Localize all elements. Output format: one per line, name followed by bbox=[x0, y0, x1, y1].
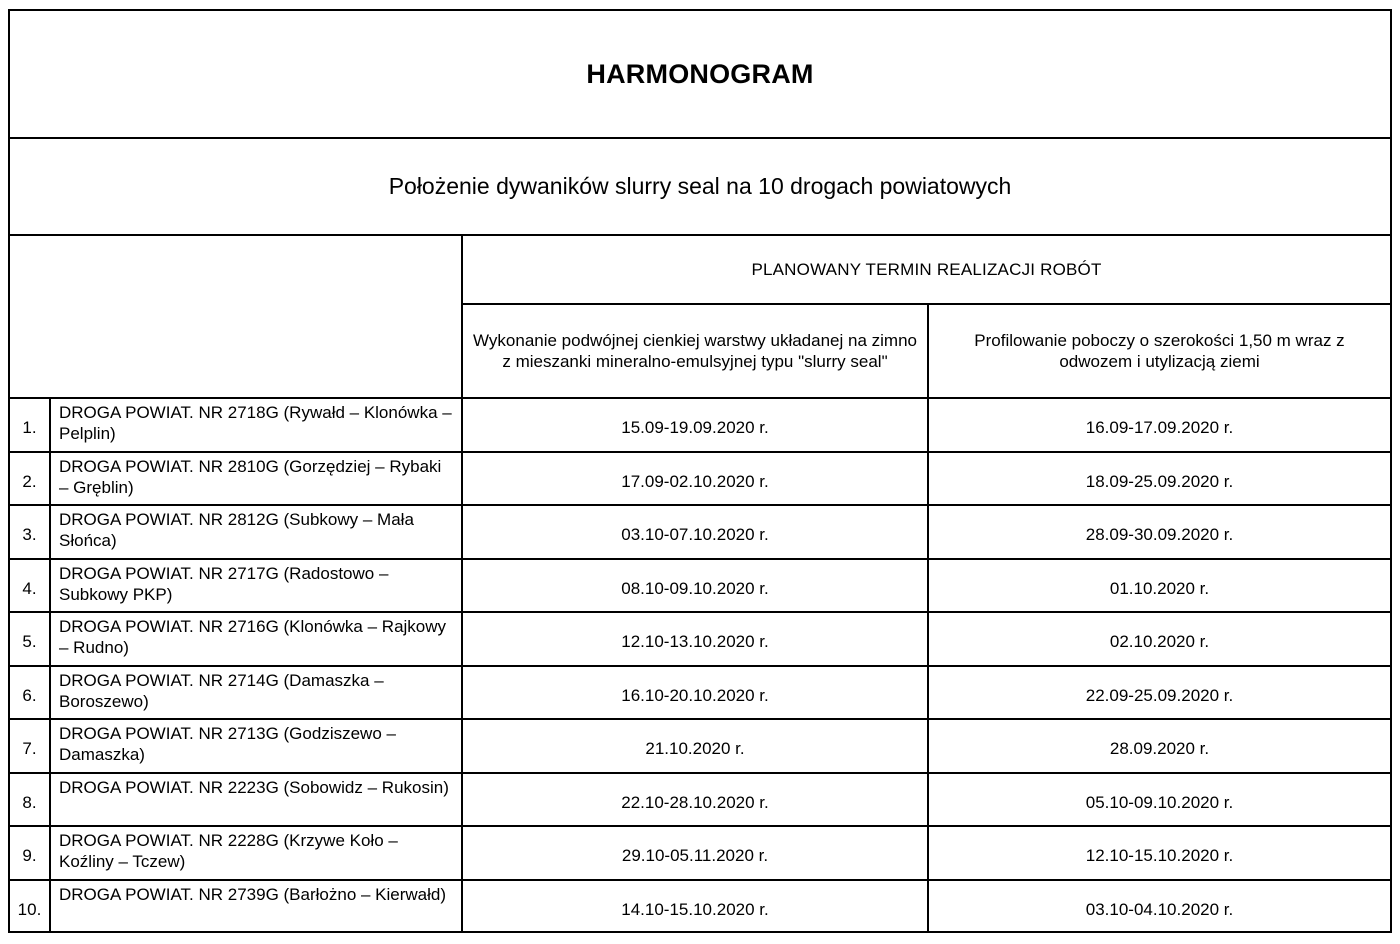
slurry-date: 12.10-13.10.2020 r. bbox=[621, 632, 769, 652]
slurry-date: 22.10-28.10.2020 r. bbox=[621, 792, 769, 812]
slurry-date: 16.10-20.10.2020 r. bbox=[621, 685, 769, 705]
slurry-date: 15.09-19.09.2020 r. bbox=[621, 418, 769, 438]
shoulder-date: 28.09.2020 r. bbox=[1109, 739, 1210, 759]
table-row bbox=[10, 505, 1390, 559]
shoulder-date: 05.10-09.10.2020 r. bbox=[1085, 792, 1234, 812]
road-name-cell bbox=[50, 719, 462, 773]
group-header-row bbox=[10, 236, 1390, 304]
row-number: 8. bbox=[22, 792, 37, 812]
slurry-date-cell bbox=[462, 880, 928, 934]
road-name: DROGA POWIAT. NR 2223G (Sobowidz – Rukosin) bbox=[59, 777, 449, 797]
column-a-header: Wykonanie podwójnej cienkiej warstwy układanej na zimno z mieszanki mineralno-emulsyjnej typu "slurry seal" bbox=[473, 331, 917, 371]
road-name-cell bbox=[50, 826, 462, 880]
table-row bbox=[10, 719, 1390, 773]
road-name: DROGA POWIAT. NR 2714G (Damaszka – Boroszewo) bbox=[59, 670, 384, 711]
shoulder-date-cell bbox=[928, 398, 1390, 452]
shoulder-date-cell bbox=[928, 826, 1390, 880]
road-name-cell bbox=[50, 612, 462, 666]
slurry-date-cell bbox=[462, 826, 928, 880]
table-row bbox=[10, 880, 1390, 934]
schedule-table bbox=[10, 236, 1390, 933]
row-number-cell bbox=[10, 773, 50, 827]
column-a-header-cell bbox=[462, 304, 928, 398]
group-header-label: PLANOWANY TERMIN REALIZACJI ROBÓT bbox=[751, 260, 1102, 279]
slurry-date-cell bbox=[462, 452, 928, 506]
slurry-date-cell bbox=[462, 612, 928, 666]
road-name-cell bbox=[50, 398, 462, 452]
table-row bbox=[10, 559, 1390, 613]
slurry-date-cell bbox=[462, 505, 928, 559]
table-row bbox=[10, 666, 1390, 720]
row-number: 4. bbox=[22, 578, 37, 598]
slurry-date-cell bbox=[462, 398, 928, 452]
shoulder-date: 02.10.2020 r. bbox=[1109, 632, 1210, 652]
shoulder-date-cell bbox=[928, 666, 1390, 720]
slurry-date: 29.10-05.11.2020 r. bbox=[621, 846, 769, 866]
group-header-cell bbox=[462, 236, 1390, 304]
shoulder-date: 01.10.2020 r. bbox=[1109, 578, 1210, 598]
schedule-table-body bbox=[10, 236, 1390, 933]
row-number: 2. bbox=[22, 471, 37, 491]
row-number-cell bbox=[10, 398, 50, 452]
row-number-cell bbox=[10, 612, 50, 666]
slurry-date: 14.10-15.10.2020 r. bbox=[621, 900, 769, 920]
shoulder-date: 28.09-30.09.2020 r. bbox=[1085, 525, 1234, 545]
row-number-cell bbox=[10, 505, 50, 559]
title-cell bbox=[10, 11, 1390, 139]
row-number: 7. bbox=[22, 739, 37, 759]
shoulder-date: 12.10-15.10.2020 r. bbox=[1085, 846, 1234, 866]
slurry-date-cell bbox=[462, 559, 928, 613]
table-row bbox=[10, 398, 1390, 452]
road-name-cell bbox=[50, 666, 462, 720]
row-number: 5. bbox=[22, 632, 37, 652]
shoulder-date-cell bbox=[928, 880, 1390, 934]
shoulder-date-cell bbox=[928, 773, 1390, 827]
shoulder-date-cell bbox=[928, 452, 1390, 506]
row-number: 10. bbox=[17, 900, 42, 920]
road-name-cell bbox=[50, 505, 462, 559]
row-number: 1. bbox=[22, 418, 37, 438]
row-number-cell bbox=[10, 719, 50, 773]
column-b-header: Profilowanie poboczy o szerokości 1,50 m wraz z odwozem i utylizacją ziemi bbox=[974, 331, 1345, 371]
row-number-cell bbox=[10, 826, 50, 880]
shoulder-date-cell bbox=[928, 719, 1390, 773]
slurry-date: 08.10-09.10.2020 r. bbox=[621, 578, 769, 598]
document-title: HARMONOGRAM bbox=[586, 58, 814, 89]
row-number: 9. bbox=[22, 846, 37, 866]
slurry-date: 03.10-07.10.2020 r. bbox=[621, 525, 769, 545]
empty-header-cell bbox=[10, 236, 462, 398]
shoulder-date: 03.10-04.10.2020 r. bbox=[1085, 900, 1234, 920]
road-name-cell bbox=[50, 880, 462, 934]
shoulder-date: 18.09-25.09.2020 r. bbox=[1085, 471, 1234, 491]
road-name: DROGA POWIAT. NR 2713G (Godziszewo – Damaszka) bbox=[59, 724, 396, 764]
row-number-cell bbox=[10, 666, 50, 720]
road-name-cell bbox=[50, 773, 462, 827]
road-name: DROGA POWIAT. NR 2812G (Subkowy – Mała Słońca) bbox=[59, 510, 414, 550]
row-number: 3. bbox=[22, 525, 37, 545]
table-row bbox=[10, 773, 1390, 827]
road-name: DROGA POWIAT. NR 2716G (Klonówka – Rajkowy – Rudno) bbox=[59, 617, 447, 657]
document-subtitle: Położenie dywaników slurry seal na 10 drogach powiatowych bbox=[388, 173, 1012, 199]
road-name: DROGA POWIAT. NR 2717G (Radostowo – Subkowy PKP) bbox=[59, 563, 389, 604]
road-name: DROGA POWIAT. NR 2739G (Barłożno – Kierwałd) bbox=[59, 884, 447, 904]
shoulder-date-cell bbox=[928, 505, 1390, 559]
slurry-date: 21.10.2020 r. bbox=[645, 739, 745, 759]
road-name: DROGA POWIAT. NR 2810G (Gorzędziej – Rybaki – Gręblin) bbox=[59, 456, 442, 497]
shoulder-date: 16.09-17.09.2020 r. bbox=[1085, 418, 1234, 438]
slurry-date-cell bbox=[462, 773, 928, 827]
slurry-date: 17.09-02.10.2020 r. bbox=[621, 471, 769, 491]
schedule-document bbox=[8, 9, 1392, 933]
road-name-cell bbox=[50, 559, 462, 613]
slurry-date-cell bbox=[462, 666, 928, 720]
table-row bbox=[10, 612, 1390, 666]
table-row bbox=[10, 826, 1390, 880]
shoulder-date-cell bbox=[928, 612, 1390, 666]
row-number-cell bbox=[10, 452, 50, 506]
road-name-cell bbox=[50, 452, 462, 506]
row-number: 6. bbox=[22, 685, 37, 705]
shoulder-date: 22.09-25.09.2020 r. bbox=[1085, 685, 1234, 705]
shoulder-date-cell bbox=[928, 559, 1390, 613]
slurry-date-cell bbox=[462, 719, 928, 773]
subtitle-cell bbox=[10, 139, 1390, 236]
row-number-cell bbox=[10, 559, 50, 613]
table-row bbox=[10, 452, 1390, 506]
column-b-header-cell bbox=[928, 304, 1390, 398]
row-number-cell bbox=[10, 880, 50, 934]
road-name: DROGA POWIAT. NR 2718G (Rywałd – Klonówka – Pelplin) bbox=[59, 403, 452, 443]
road-name: DROGA POWIAT. NR 2228G (Krzywe Koło – Koźliny – Tczew) bbox=[59, 831, 398, 871]
